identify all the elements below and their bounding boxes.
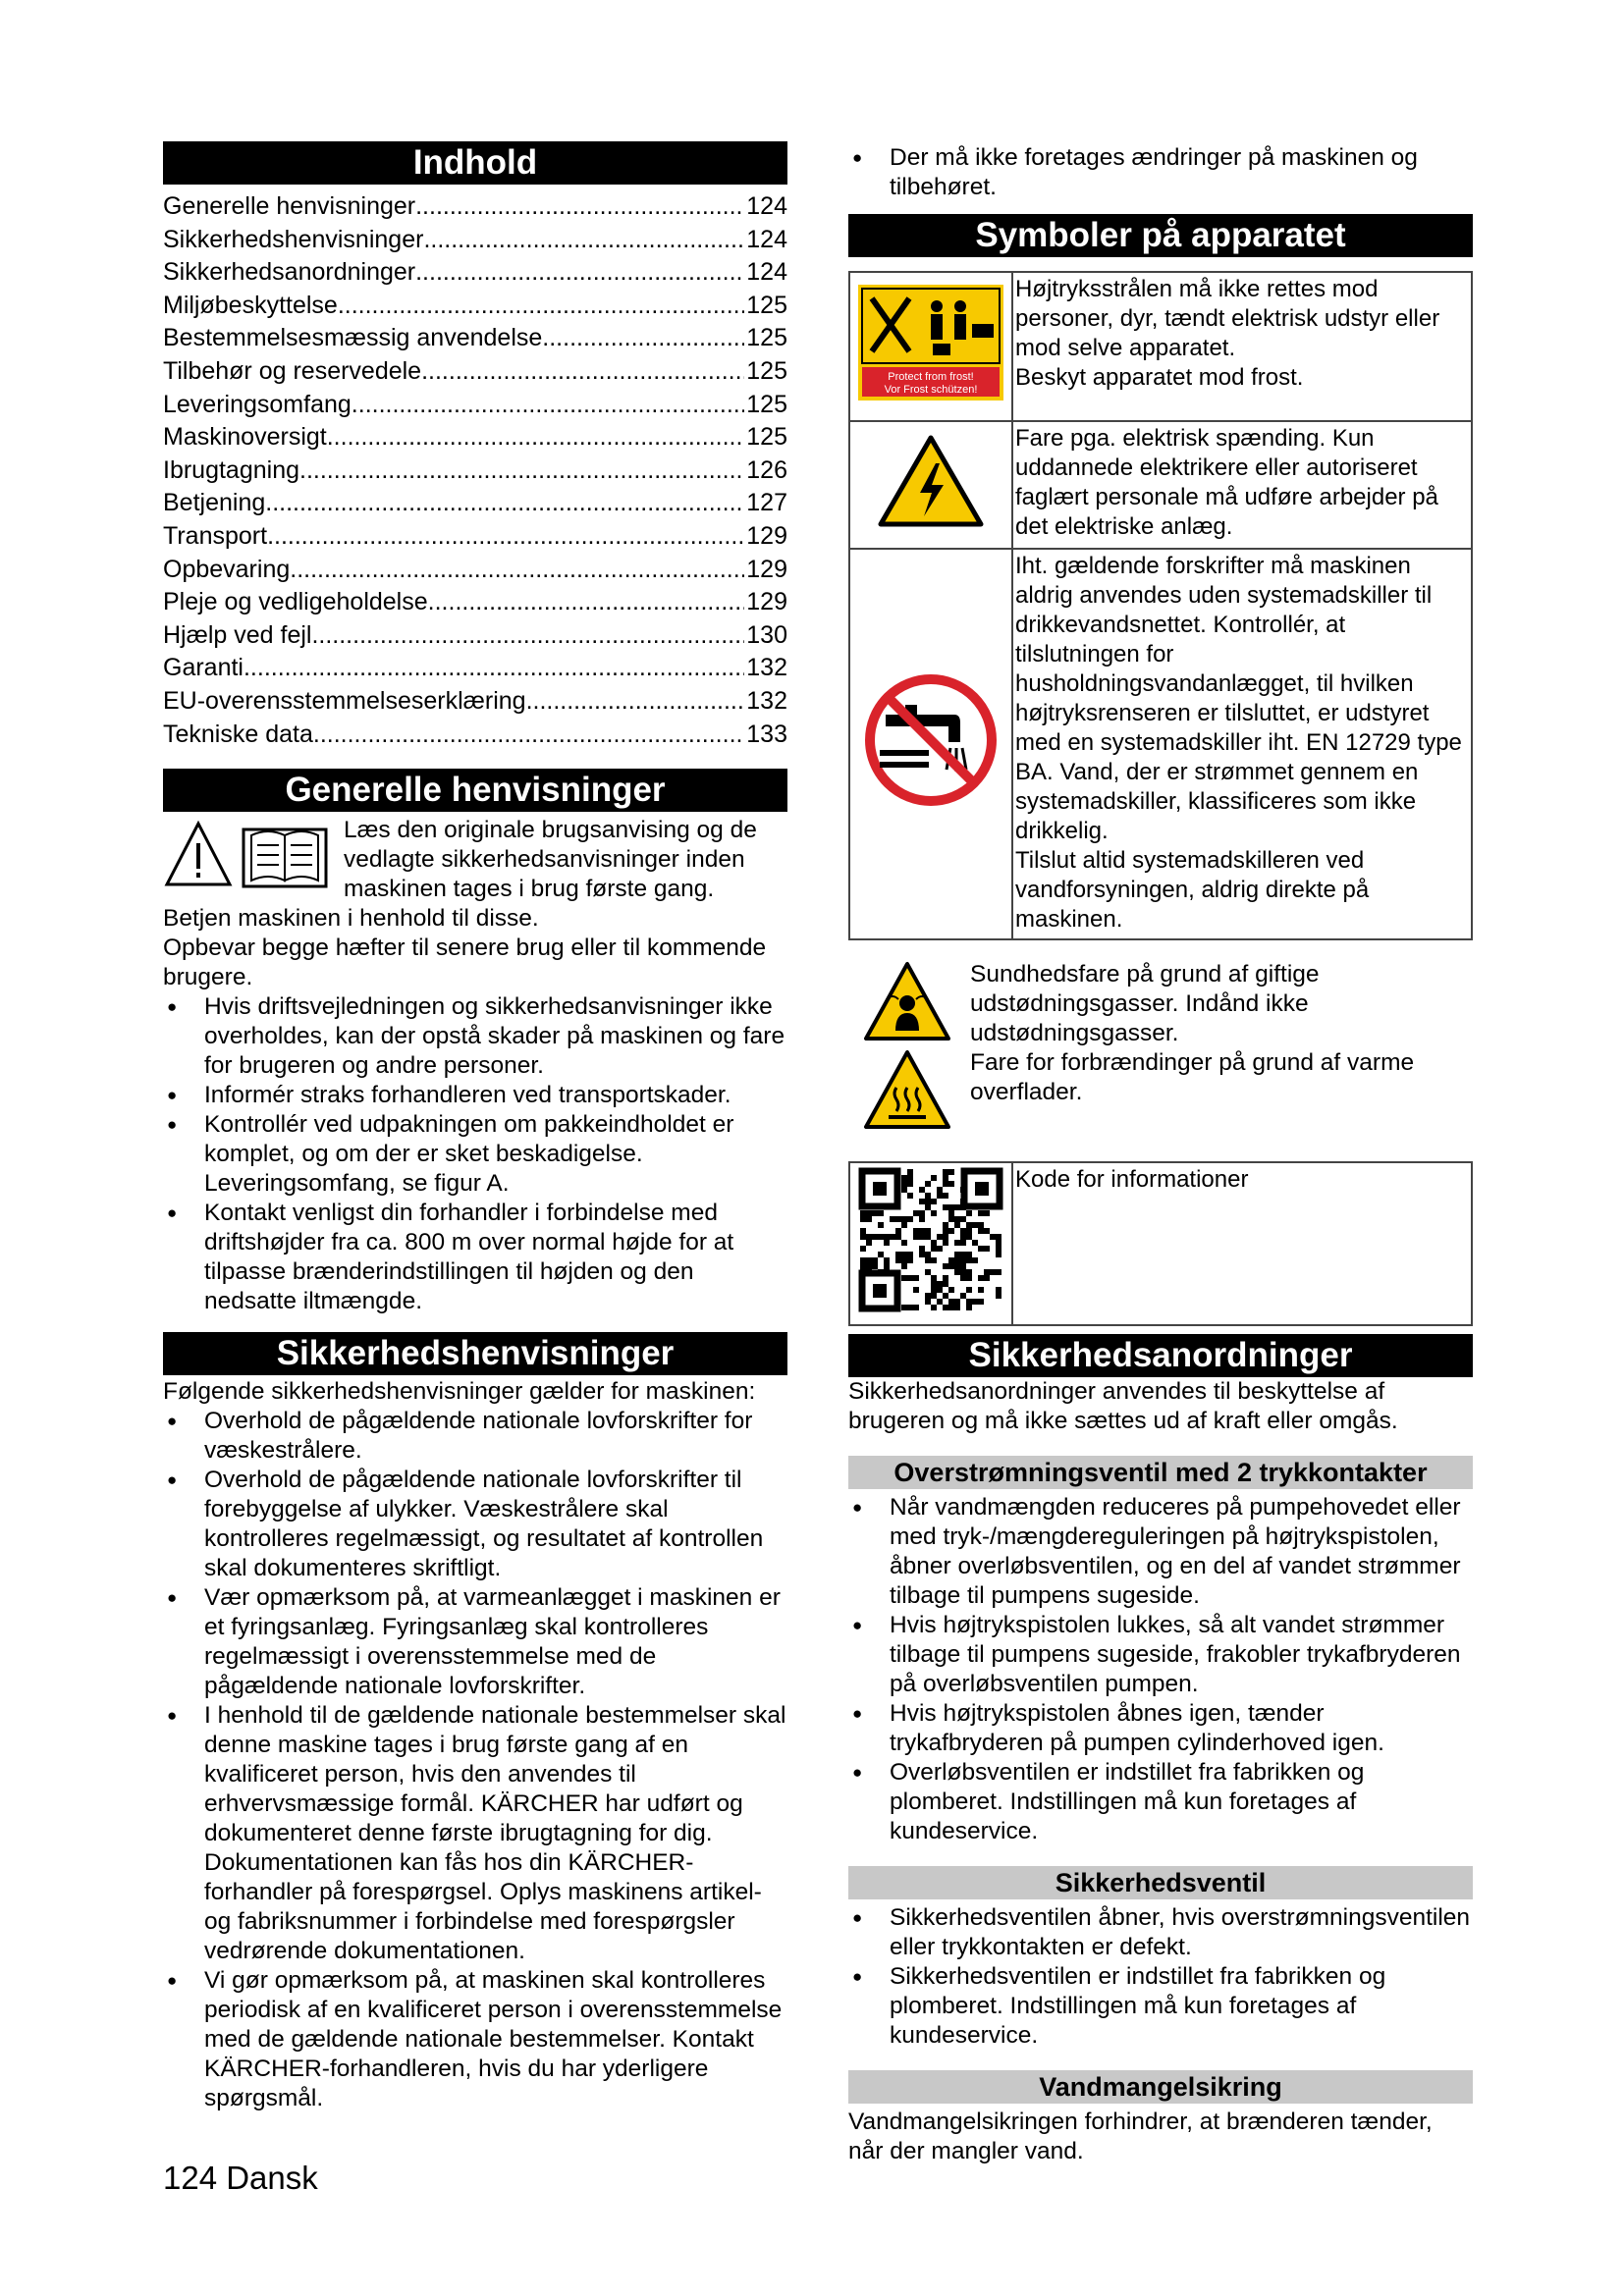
sticker-text-2: Vor Frost schützen! <box>884 384 978 396</box>
right-column <box>848 143 1473 2166</box>
sticker-text-1: Protect from frost! <box>888 371 974 383</box>
toc-entry <box>163 685 787 719</box>
toc-entry-page: 126 <box>746 455 787 484</box>
symbol-cell-voltage <box>849 421 1012 549</box>
toc-entry-title: Pleje og vedligeholdelse <box>163 588 428 616</box>
toc-dot-leader <box>338 290 744 323</box>
toc-entry <box>163 652 787 685</box>
list-item: ● Kontakt venligst din forhandler i forbindelse med driftshøjder fra ca. 800 m over normal højde for at tilpasse brænderindstillingen til højden og den nedsatte iltmængde. <box>163 1199 787 1316</box>
toc-entry-title: Tilbehør og reservedele <box>163 356 422 385</box>
toc-entry-title: EU-overensstemmelseserklæring <box>163 686 526 715</box>
toc-entry-title: Sikkerhedsanordninger <box>163 258 416 287</box>
hot-surface-row <box>848 1048 1473 1136</box>
qr-cell <box>849 1162 1012 1325</box>
list-item: ● Kontrollér ved udpakningen om pakkeindholdet er komplet, og om der er sket beskadigelse. Leveringsomfang, se figur A. <box>163 1110 787 1199</box>
list-item: ● Sikkerhedsventilen er indstillet fra fabrikken og plomberet. Indstillingen må kun foretages af kundeservice. <box>848 1962 1473 2051</box>
toc-entry-page: 124 <box>746 258 787 287</box>
toc-entry <box>163 190 787 224</box>
toc-entry-title: Ibrugtagning <box>163 455 300 484</box>
warning-triangle-icon <box>167 824 230 884</box>
toc-entry-title: Sikkerhedshenvisninger <box>163 225 424 253</box>
toc-entry-page: 132 <box>746 654 787 682</box>
toxic-gas-warning-icon <box>863 960 951 1042</box>
symbol-cell-sticker <box>849 272 1012 421</box>
hot-surface-text: Fare for forbrændinger på grund af varme overflader. <box>970 1049 1415 1105</box>
list-item: ● Overløbsventilen er indstillet fra fabrikken og plomberet. Indstillingen må kun foretages af kundeservice. <box>848 1758 1473 1846</box>
toc-entry-page: 129 <box>746 588 787 616</box>
toc-dot-leader <box>311 619 744 653</box>
toc-entry-title: Opbevaring <box>163 555 291 583</box>
toc-entry-title: Garanti <box>163 654 244 682</box>
safety-heading: Sikkerhedshenvisninger <box>163 1332 787 1375</box>
toc-entry <box>163 355 787 389</box>
no-spray-sticker-icon <box>858 285 1003 400</box>
toc-entry-title: Hjælp ved fejl <box>163 620 312 649</box>
toc-dot-leader <box>267 520 744 554</box>
list-item: ● Hvis driftsvejledningen og sikkerhedsanvisninger ikke overholdes, kan der opstå skader på maskinen og fare for brugeren og andre personer. <box>163 992 787 1081</box>
toc-dot-leader <box>290 554 744 587</box>
list-item: ● Vær opmærksom på, at varmeanlægget i maskinen er et fyringsanlæg. Fyringsanlæg skal kontrolleres regelmæssigt i overensstemmelse med de pågældende nationale lovforskrifter. <box>163 1583 787 1701</box>
general-bullets <box>163 992 787 1316</box>
manual-book-icon <box>244 829 326 886</box>
toc-entry-page: 130 <box>746 620 787 649</box>
water-shortage-text: Vandmangelsikringen forhindrer, at brænderen tænder, når der mangler vand. <box>848 2109 1433 2164</box>
toc-entry <box>163 224 787 257</box>
symbol-text-cell: Iht. gældende forskrifter må maskinen aldrig anvendes uden systemadskiller til drikkevandsnettet. Kontrollér, at tilslutningen for husholdningsvandanlægget, til hvilken højtryksrenseren er tilsluttet, er udstyret med en systemadskiller iht. EN 12729 type BA. Vand, der er strømmet gennem en systemadskiller, klassificeres som ikke drikkelig. Tilslut altid systemadskilleren ved vandforsyningen, aldrig direkte på maskinen. <box>1012 549 1472 939</box>
toc-entry-page: 125 <box>746 291 787 319</box>
toc-entry <box>163 256 787 290</box>
gas-warning-text: Sundhedsfare på grund af giftige udstødningsgasser. Indånd ikke udstødningsgasser. <box>970 961 1320 1046</box>
list-item: ● Informér straks forhandleren ved transportskader. <box>163 1081 787 1110</box>
toc-dot-leader <box>542 322 744 355</box>
toc-entry <box>163 619 787 653</box>
general-heading: Generelle henvisninger <box>163 769 787 812</box>
toc-entry-title: Miljøbeskyttelse <box>163 291 338 319</box>
list-item: ● Der må ikke foretages ændringer på maskinen og tilbehøret. <box>848 143 1473 202</box>
toc-dot-leader <box>421 355 744 389</box>
high-voltage-icon <box>877 432 985 530</box>
list-item: ● Hvis højtrykspistolen lukkes, så alt vandet strømmer tilbage til pumpens sugeside, frakobler trykafbryderen på overløbsventilen pumpen. <box>848 1611 1473 1699</box>
general-keep: Opbevar begge hæfter til senere brug eller til kommende brugere. <box>163 934 767 991</box>
toc-entry <box>163 454 787 488</box>
hot-surface-warning-icon <box>863 1048 951 1131</box>
list-item: ● Overhold de pågældende nationale lovforskrifter for væskestrålere. <box>163 1407 787 1466</box>
list-item: ● Vi gør opmærksom på, at maskinen skal kontrolleres periodisk af en kvalificeret person i overensstemmelse med de gældende nationale bestemmelser. Kontakt KÄRCHER-forhandleren, hvis du har yderligere spørgsmål. <box>163 1966 787 2113</box>
toc-entry <box>163 421 787 454</box>
symbol-text-cell: Højtryksstrålen må ikke rettes mod personer, dyr, tændt elektrisk udstyr eller mod selve apparatet. Beskyt apparatet mod frost. <box>1012 272 1472 421</box>
symbols-table <box>848 271 1473 940</box>
toc-entry-page: 129 <box>746 555 787 583</box>
toc-entry-title: Bestemmelsesmæssig anvendelse <box>163 324 543 352</box>
list-item: ● I henhold til de gældende nationale bestemmelser skal denne maskine tages i brug første gang af en kvalificeret person, hvis den anvendes til erhvervsmæssige formål. KÄRCHER har udført og dokumenteret denne første ibrugtagning for dig. Dokumentationen kan fås hos din KÄRCHER-forhandler på forespørgsel. Oplys maskinens artikel- og fabriksnummer i forbindelse med forespørgsler vedrørende dokumentationen. <box>163 1701 787 1966</box>
list-item: ● Når vandmængden reduceres på pumpehovedet eller med tryk-/mængdereguleringen på højtrykspistolen, åbner overløbsventilen, og en del af vandet strømmer tilbage til pumpens sugeside. <box>848 1493 1473 1611</box>
table-of-contents <box>163 190 787 751</box>
toc-entry-page: 132 <box>746 686 787 715</box>
toc-entry <box>163 389 787 422</box>
toc-entry-page: 127 <box>746 489 787 517</box>
list-item: ● Overhold de pågældende nationale lovforskrifter til forebyggelse af ulykker. Væskestrålere skal kontrolleres regelmæssigt, og resultatet af kontrollen skal dokumenteres skriftligt. <box>163 1466 787 1583</box>
toc-entry-title: Tekniske data <box>163 720 313 748</box>
symbols-heading: Symboler på apparatet <box>848 214 1473 257</box>
toc-entry-title: Leveringsomfang <box>163 390 352 418</box>
toc-entry <box>163 487 787 520</box>
no-direct-connection-icon <box>862 671 1000 809</box>
safety-bullets <box>163 1407 787 2113</box>
toc-entry-page: 125 <box>746 356 787 385</box>
qr-table <box>848 1161 1473 1326</box>
devices-heading: Sikkerhedsanordninger <box>848 1334 1473 1377</box>
toc-dot-leader <box>265 487 744 520</box>
toc-dot-leader <box>415 256 744 290</box>
toc-dot-leader <box>352 389 744 422</box>
general-intro: Læs den originale brugsanvising og de vedlagte sikkerhedsanvisninger inden maskinen tages i brug første gang. Betjen maskinen i henhold til disse. <box>163 817 757 933</box>
toc-dot-leader <box>526 685 745 719</box>
toc-entry <box>163 322 787 355</box>
toc-entry <box>163 719 787 752</box>
list-item: ● Hvis højtrykspistolen åbnes igen, tænder trykafbryderen på pumpen cylinderhoved igen. <box>848 1699 1473 1758</box>
general-section <box>163 816 787 1316</box>
toc-entry <box>163 554 787 587</box>
toc-entry-page: 129 <box>746 521 787 550</box>
list-item: ● Sikkerhedsventilen åbner, hvis overstrømningsventilen eller trykkontakten er defekt. <box>848 1903 1473 1962</box>
qr-code-icon <box>858 1167 1003 1312</box>
safety-valve-heading: Sikkerhedsventil <box>848 1866 1473 1899</box>
toc-entry <box>163 586 787 619</box>
toc-dot-leader <box>428 586 745 619</box>
water-shortage-heading: Vandmangelsikring <box>848 2070 1473 2104</box>
toc-entry-title: Betjening <box>163 489 266 517</box>
toc-entry-title: Maskinoversigt <box>163 423 327 452</box>
toc-dot-leader <box>423 224 744 257</box>
toc-entry-page: 125 <box>746 390 787 418</box>
toc-entry-page: 125 <box>746 324 787 352</box>
overflow-bullets <box>848 1493 1473 1846</box>
toc-heading: Indhold <box>163 141 787 185</box>
valve-bullets <box>848 1903 1473 2051</box>
toc-entry-page: 125 <box>746 423 787 452</box>
toc-entry-page: 124 <box>746 192 787 220</box>
safety-intro: Følgende sikkerhedshenvisninger gælder for maskinen: <box>163 1378 756 1406</box>
gas-warning-row <box>848 960 1473 1048</box>
toc-entry-page: 124 <box>746 225 787 253</box>
toc-dot-leader <box>415 190 744 224</box>
toc-entry <box>163 290 787 323</box>
right-top-bullets <box>848 143 1473 202</box>
left-column <box>163 141 787 2113</box>
toc-dot-leader <box>244 652 744 685</box>
page-footer: 124 Dansk <box>163 2160 318 2196</box>
toc-entry-page: 133 <box>746 720 787 748</box>
toc-entry-title: Transport <box>163 521 268 550</box>
toc-dot-leader <box>327 421 745 454</box>
symbol-cell-no-drinking-water <box>849 549 1012 939</box>
devices-intro: Sikkerhedsanordninger anvendes til beskyttelse af brugeren og må ikke sættes ud af kraft eller omgås. <box>848 1378 1398 1434</box>
overflow-valve-heading: Overstrømningsventil med 2 trykkontakter <box>848 1456 1473 1489</box>
warning-manual-icons <box>163 816 338 898</box>
toc-entry-title: Generelle henvisninger <box>163 192 416 220</box>
symbol-text-cell: Fare pga. elektrisk spænding. Kun uddannede elektrikere eller autoriseret faglært personale må udføre arbejder på det elektriske anlæg. <box>1012 421 1472 549</box>
qr-text-cell: Kode for informationer <box>1012 1162 1472 1325</box>
toc-dot-leader <box>299 454 744 488</box>
toc-dot-leader <box>313 719 744 752</box>
toc-entry <box>163 520 787 554</box>
